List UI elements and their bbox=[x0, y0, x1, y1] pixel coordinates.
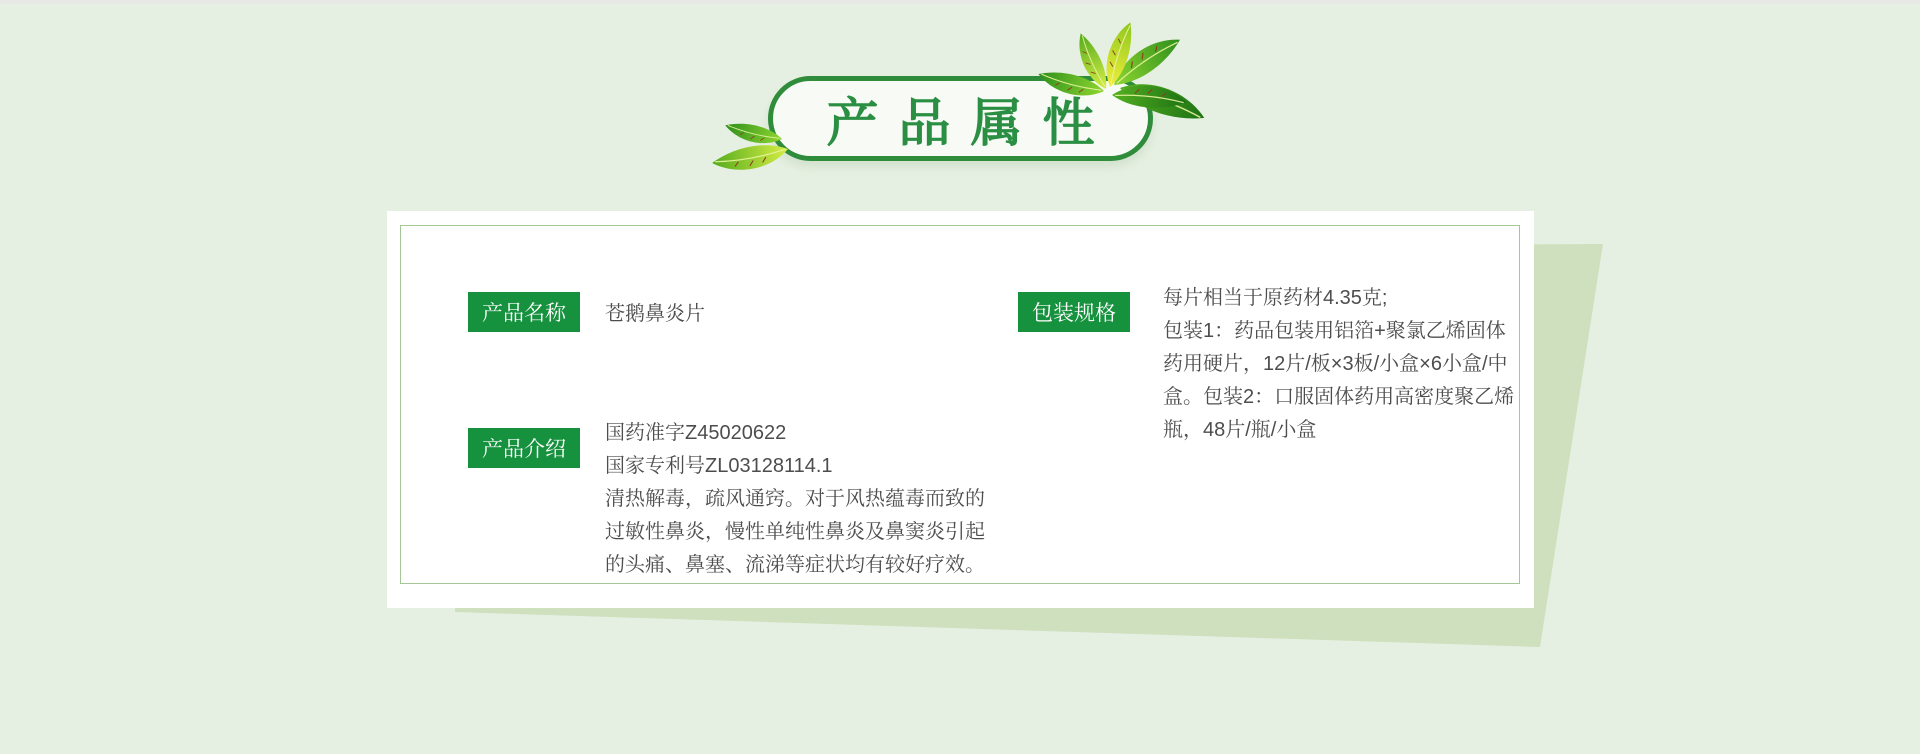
product-intro-line: 清热解毒，疏风通窍。对于风热蕴毒而致的过敏性鼻炎，慢性单纯性鼻炎及鼻窦炎引起的头痛、鼻塞、流涕等症状均有较好疗效。 bbox=[605, 488, 985, 576]
package-spec-label-badge: 包装规格 bbox=[1018, 292, 1130, 332]
leaf-cluster-icon bbox=[1040, 15, 1220, 115]
product-name-text: 苍鹅鼻炎片 bbox=[605, 303, 705, 325]
product-intro-line: 国家专利号ZL03128114.1 bbox=[605, 455, 833, 477]
product-name-label-badge: 产品名称 bbox=[468, 292, 580, 332]
leaf-pair-icon bbox=[690, 105, 820, 175]
product-attributes-card bbox=[387, 211, 1534, 608]
product-name-value bbox=[605, 299, 1005, 329]
top-divider bbox=[0, 0, 1920, 4]
package-spec-value bbox=[1163, 282, 1515, 447]
product-intro-value bbox=[605, 417, 997, 582]
package-spec-line: 每片相当于原药材4.35克; bbox=[1163, 287, 1388, 309]
package-spec-line: 包装1：药品包装用铝箔+聚氯乙烯固体药用硬片，12片/板×3板/小盒×6小盒/中盒。包装2：口服固体药用高密度聚乙烯瓶，48片/瓶/小盒 bbox=[1163, 320, 1515, 441]
product-intro-line: 国药准字Z45020622 bbox=[605, 422, 787, 444]
page-title: 产品属性 bbox=[826, 96, 1115, 153]
product-intro-label-badge: 产品介绍 bbox=[468, 428, 580, 468]
